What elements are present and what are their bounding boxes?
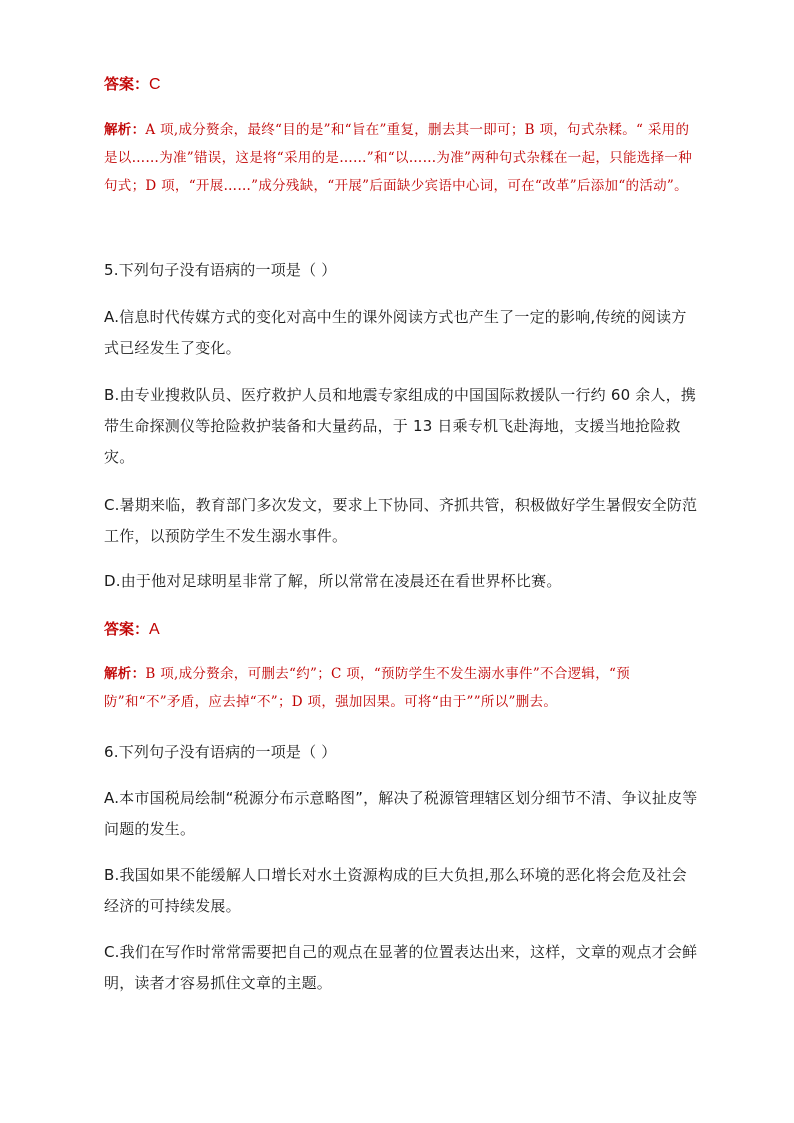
q5-option-b: B.由专业搜救队员、医疗救护人员和地震专家组成的中国国际救援队一行约 60 余人，携带生命探测仪等抢险救护装备和大量药品，于 13 日乘专机飞赴海地，支援当地抢险救灾。	[104, 386, 697, 466]
analysis-label: 解析：	[104, 666, 146, 682]
question-5: 5.下列句子没有语病的一项是（ ）	[104, 261, 337, 279]
q5-option-c: C.暑期来临，教育部门多次发文，要求上下协同、齐抓共管，积极做好学生暑假安全防范工作，以预防学生不发生溺水事件。	[104, 496, 698, 545]
analysis-text: A 项,成分赘余，最终“目的是”和“旨在”重复，删去其一即可；B 项，句式杂糅。“ 采用的是以……为准”错误，这是将“采用的是……”和“以……为准”两种句式杂糅在一起，只能选择一种句式；D 项，“开展……”成分残缺，“开展”后面缺少宾语中心词，可在“改革”后添加“的活动”。	[104, 122, 693, 194]
answer-label: 答案：	[104, 75, 150, 93]
q5-option-d: D.由于他对足球明星非常了解，所以常常在凌晨还在看世界杯比赛。	[104, 572, 562, 590]
analysis-label: 解析：	[104, 122, 146, 138]
answer-q4	[104, 73, 698, 96]
answer-q5	[104, 618, 698, 641]
analysis-q4	[104, 116, 698, 200]
answer-value: C	[149, 76, 161, 93]
q6-option-b: B.我国如果不能缓解人口增长对水土资源构成的巨大负担,那么环境的恶化将会危及社会经济的可持续发展。	[104, 866, 687, 915]
answer-label: 答案：	[104, 620, 150, 638]
q6-option-a: A.本市国税局绘制“税源分布示意略图”，解决了税源管理辖区划分细节不清、争议扯皮等问题的发生。	[104, 789, 698, 838]
analysis-q5	[104, 660, 698, 716]
q6-option-c: C.我们在写作时常常需要把自己的观点在显著的位置表达出来，这样，文章的观点才会鲜明，读者才容易抓住文章的主题。	[104, 943, 698, 992]
question-6: 6.下列句子没有语病的一项是（ ）	[104, 743, 337, 761]
q5-option-a: A.信息时代传媒方式的变化对高中生的课外阅读方式也产生了一定的影响,传统的阅读方式已经发生了变化。	[104, 308, 687, 357]
analysis-text: B 项,成分赘余，可删去“约”；C 项，“预防学生不发生溺水事件”不合逻辑，“预防”和“不”矛盾，应去掉“不”；D 项，强加因果。可将“由于””所以”删去。	[104, 666, 631, 710]
answer-value: A	[149, 621, 160, 638]
